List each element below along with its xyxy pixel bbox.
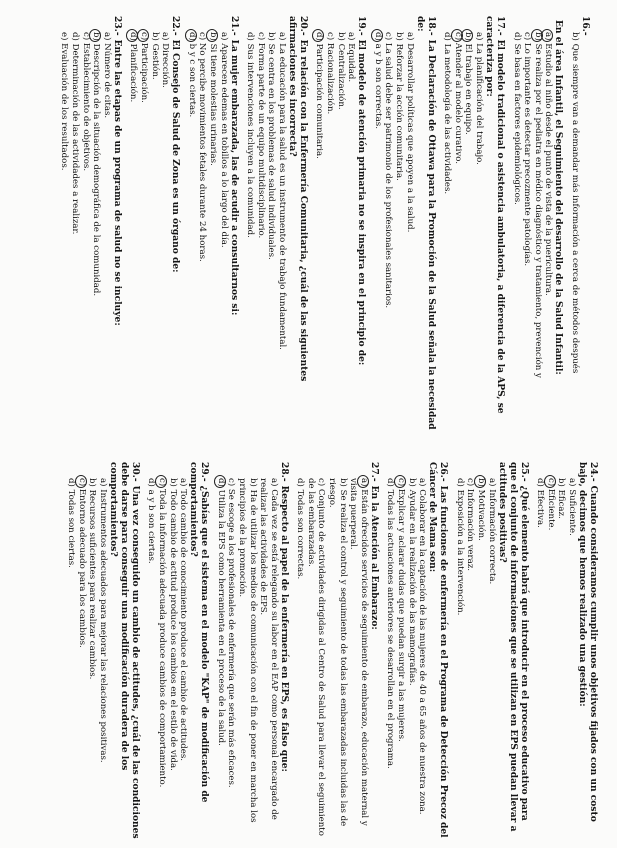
answer-option: b) Reforzar la acción comunitaria. [394, 32, 405, 181]
answer-option: a) Número de citas. [101, 32, 112, 119]
question-stem [170, 16, 181, 446]
question-text: En la Atención al Embarazo: [368, 485, 380, 630]
question-block [511, 16, 564, 446]
question-stem [229, 16, 240, 446]
question-text: Las funciones de enfermería en el Programa de Detección Precoz del Cáncer de Mama son: [427, 462, 450, 838]
question-block [59, 16, 123, 446]
question-number: 27.- [368, 462, 380, 482]
question-number: 22.- [170, 16, 182, 36]
answer-option: c) Racionalización. [325, 32, 336, 115]
question-stem [287, 16, 309, 446]
answer-option: b) Centralización. [335, 32, 346, 110]
answer-option: b) Recursos suficientes para realizar cambios. [87, 478, 98, 680]
answer-option-circled: d) b y c son ciertas. [186, 16, 197, 446]
answer-option: b) Se centra en los problemas de salud individuales. [266, 32, 277, 260]
answer-option-circled: c) Entorno adecuado para los cambios. [76, 462, 87, 842]
question-block [385, 462, 449, 842]
answer-option: b) Gestión. [149, 32, 160, 80]
answer-option: a) Todo cambio de conocimiento produce el cambio de actitudes. [178, 478, 189, 761]
question-text: ¿Qué elemento habrá que introducir en el proceso educativo para que el conjunto de informaciones que se utilizan en EPS puedan llevar a actitudes positivas? [496, 462, 530, 832]
answer-option-circled: c) Atender al modelo curativo. [452, 16, 463, 446]
answer-option: b) Ha de utilizar los medios de comunicación con el fin de poner en marcha los principios de la promoción. [236, 478, 258, 823]
answer-option: d) Exposición a la intervención. [454, 478, 465, 616]
answer-option-circled: c) Eficiente. [545, 462, 556, 842]
answer-option-circled: c) Explicar y aclarar dudas que puedan surgir a las mujeres. [395, 462, 406, 842]
question-stem [497, 462, 530, 842]
question-stem [188, 462, 210, 842]
answer-option: b) Que siempre van a demandar más información a cerca de métodos después [570, 32, 580, 374]
answer-option: d) Todas son ciertas. [66, 478, 76, 568]
question-number: 30.- [129, 462, 141, 482]
answer-option: b) Ayudar en la realización de las mamografías. [406, 478, 417, 686]
answer-option: c) No percibe movimientos fetales durante 24 horas. [197, 32, 208, 262]
question-stem [553, 16, 564, 446]
question-block [215, 462, 290, 842]
answer-option-circled: a) Están ofrecidos servicios de seguimiento de embarazo, educación maternal y visita puerperal. [348, 462, 369, 842]
question-number: 18.- [425, 16, 437, 36]
answer-option: d) Sus intervenciones incluyen a la comunidad. [245, 32, 256, 238]
answer-option: b) Se realiza el control y seguimiento de todas las embarazadas incluidas las de riesgo. [327, 478, 348, 827]
question-block [65, 462, 140, 842]
answer-option: d) Determinación de las actividades a realizar. [70, 32, 80, 235]
question-number: 20.- [297, 16, 309, 36]
question-stem [580, 16, 591, 446]
answer-option: a) Suficiente. [567, 478, 577, 536]
question-block [295, 462, 380, 842]
answer-option-circled: d) Utiliza la EPS como herramienta en el proceso de la salud. [215, 462, 226, 842]
answer-option: a) Colaborar en la captación de las mujeres de 40 a 65 años de nuestra zona. [417, 478, 428, 815]
question-stem [356, 16, 367, 446]
question-text: Entre las etapas de un programa de salud no se incluye: [111, 39, 123, 326]
question-number: 24.- [588, 462, 599, 482]
question-number: 21.- [228, 16, 240, 36]
answer-option-circled: a) Estudio al niño desde el punto de vista de la puericultura. [543, 16, 554, 446]
question-text: Respecto al papel de la enfermería en EPS, es falso que: [278, 485, 290, 772]
answer-option: d) Se basa en factores epidemiológicos. [511, 32, 522, 205]
answer-option-circled: b) Se realiza por el pediatra en médico diagnóstico y tratamiento, prevención y [532, 16, 543, 446]
answer-option: c) Se escoge a los profesionales de enfermería que serán más eficaces. [226, 478, 237, 788]
answer-option: b) Todo cambio de actitud produce los cambios en el estilo de vida. [167, 478, 178, 771]
answer-option-circled: d) Planificación. [128, 16, 139, 446]
answer-option: e) Evaluación de los resultados. [59, 32, 70, 171]
answer-option-circled: b) Descripción de la situación demográfica de la comunidad. [91, 16, 102, 446]
answer-option: c) La salud debe ser patrimonio de los profesionales sanitarios. [383, 32, 394, 309]
answer-option-circled: c) Toda la información adecuada produce cambios de comportamiento. [156, 462, 167, 842]
question-stem [427, 462, 449, 842]
answer-option: d) La metodología de las actividades. [442, 32, 453, 195]
answer-option: d) a y b son ciertas. [146, 478, 157, 564]
question-block [128, 16, 181, 446]
question-number: 28.- [278, 462, 290, 482]
answer-option: a) Aparecen edemas en tobillos a lo largo del día. [218, 32, 229, 248]
question-number: 29.- [199, 462, 211, 482]
question-block [186, 16, 239, 446]
question-number: 25.- [518, 462, 530, 482]
left-question-column [0, 16, 617, 446]
answer-option-circled: c) Participación. [138, 16, 149, 446]
answer-option-circled: d) Participación comunitaria. [314, 16, 325, 446]
question-block [454, 462, 529, 842]
question-text: El modelo tradicional o asistencia ambulatoria, a diferencia de la APS, se caracteriza por: [484, 16, 507, 414]
question-block [245, 16, 309, 446]
question-stem [415, 16, 437, 446]
question-block [314, 16, 367, 446]
answer-option: a) Instrumentos adecuados para mejorar las relaciones positivas. [97, 478, 108, 763]
answer-option-circled: b) Motivación. [475, 462, 486, 842]
question-text: En relación con la Enfermería Comunitaria, ¿cuál de las siguientes afirmaciones es incorrecta? [286, 16, 309, 382]
answer-option: c) Información veraz. [465, 478, 476, 571]
answer-option-circled: b) Si tiene molestias urinarias. [207, 16, 218, 446]
question-number: 16.- [580, 16, 591, 36]
question-number: 17.- [495, 16, 507, 36]
answer-option: a) Cada vez se está relegando su labor en el EAP como personal encargado de realizar las actividades de EPS. [258, 478, 279, 820]
answer-option: c) Establecimiento de objetivos. [80, 32, 91, 172]
answer-option: c) Forma parte de un equipo multidisciplinario. [255, 32, 266, 239]
answer-option: b) Eficaz. [556, 478, 567, 519]
question-text: El Consejo de Salud de Zona es un órgano de: [170, 39, 182, 273]
answer-option: d) Todas las actuaciones anteriores se desarrollan en el programa. [385, 478, 396, 769]
answer-option: d) Efectiva. [535, 478, 546, 528]
question-text: Una vez conseguido un cambio de actitudes, ¿cuál de las condiciones debe darse para conseguir una modificación duradera de los comportamientos? [107, 462, 141, 839]
question-text: ¿Sabías que el sistema en el modelo "KAP" de modificación de comportamientos? [188, 462, 211, 803]
answer-option: a) La planificación del trabajo. [474, 32, 485, 165]
question-text: En el área Infantil, el Seguimiento del desarrollo de la Salud Infantil: [553, 20, 565, 375]
answer-option: d) Todas son correctas. [295, 478, 306, 580]
answer-option: a) Información correcta. [486, 478, 497, 585]
question-text: Cuando consideramos cumplir unos objetivos fijados con un costo bajo, decimos que hemos realizado una gestión: [577, 462, 599, 822]
question-stem [577, 462, 599, 842]
question-stem [484, 16, 506, 446]
right-question-column [0, 462, 617, 842]
question-block [569, 16, 591, 446]
answer-option: a) Dirección. [160, 32, 171, 88]
question-number: 26.- [438, 462, 450, 482]
answer-option: c) Conjunto de actividades dirigidas al Centro de Salud para llevar el seguimiento de las embarazadas. [305, 478, 327, 836]
question-stem [108, 462, 141, 842]
answer-option: a) Desarrollar políticas que apoyen a la salud. [404, 32, 415, 233]
answer-option-circled: d) a y b son correctas. [372, 16, 383, 446]
answer-option-circled: b) El trabajo en equipo. [463, 16, 474, 446]
question-number: 19.- [356, 16, 368, 36]
question-text: La mujer embarazada, las de acudir a consultarnos si: [228, 39, 240, 316]
question-stem [279, 462, 290, 842]
question-block [146, 462, 210, 842]
question-stem [112, 16, 123, 446]
question-number: 23.- [111, 16, 123, 36]
answer-option: a) Equidad. [346, 32, 357, 83]
question-text: El modelo de atención primaria no se inspira en el principio de: [356, 39, 368, 366]
question-block [372, 16, 436, 446]
answer-option: c) Lo importante es detectar precozmente patologías. [522, 32, 533, 267]
question-stem [369, 462, 380, 842]
question-block [535, 462, 599, 842]
question-text: La Declaración de Ottawa para la Promoción de la Salud señala la necesidad de: [414, 16, 437, 430]
question-block [442, 16, 506, 446]
answer-option: a) La educación para la salud es un instrumento de trabajo fundamental. [276, 32, 287, 350]
